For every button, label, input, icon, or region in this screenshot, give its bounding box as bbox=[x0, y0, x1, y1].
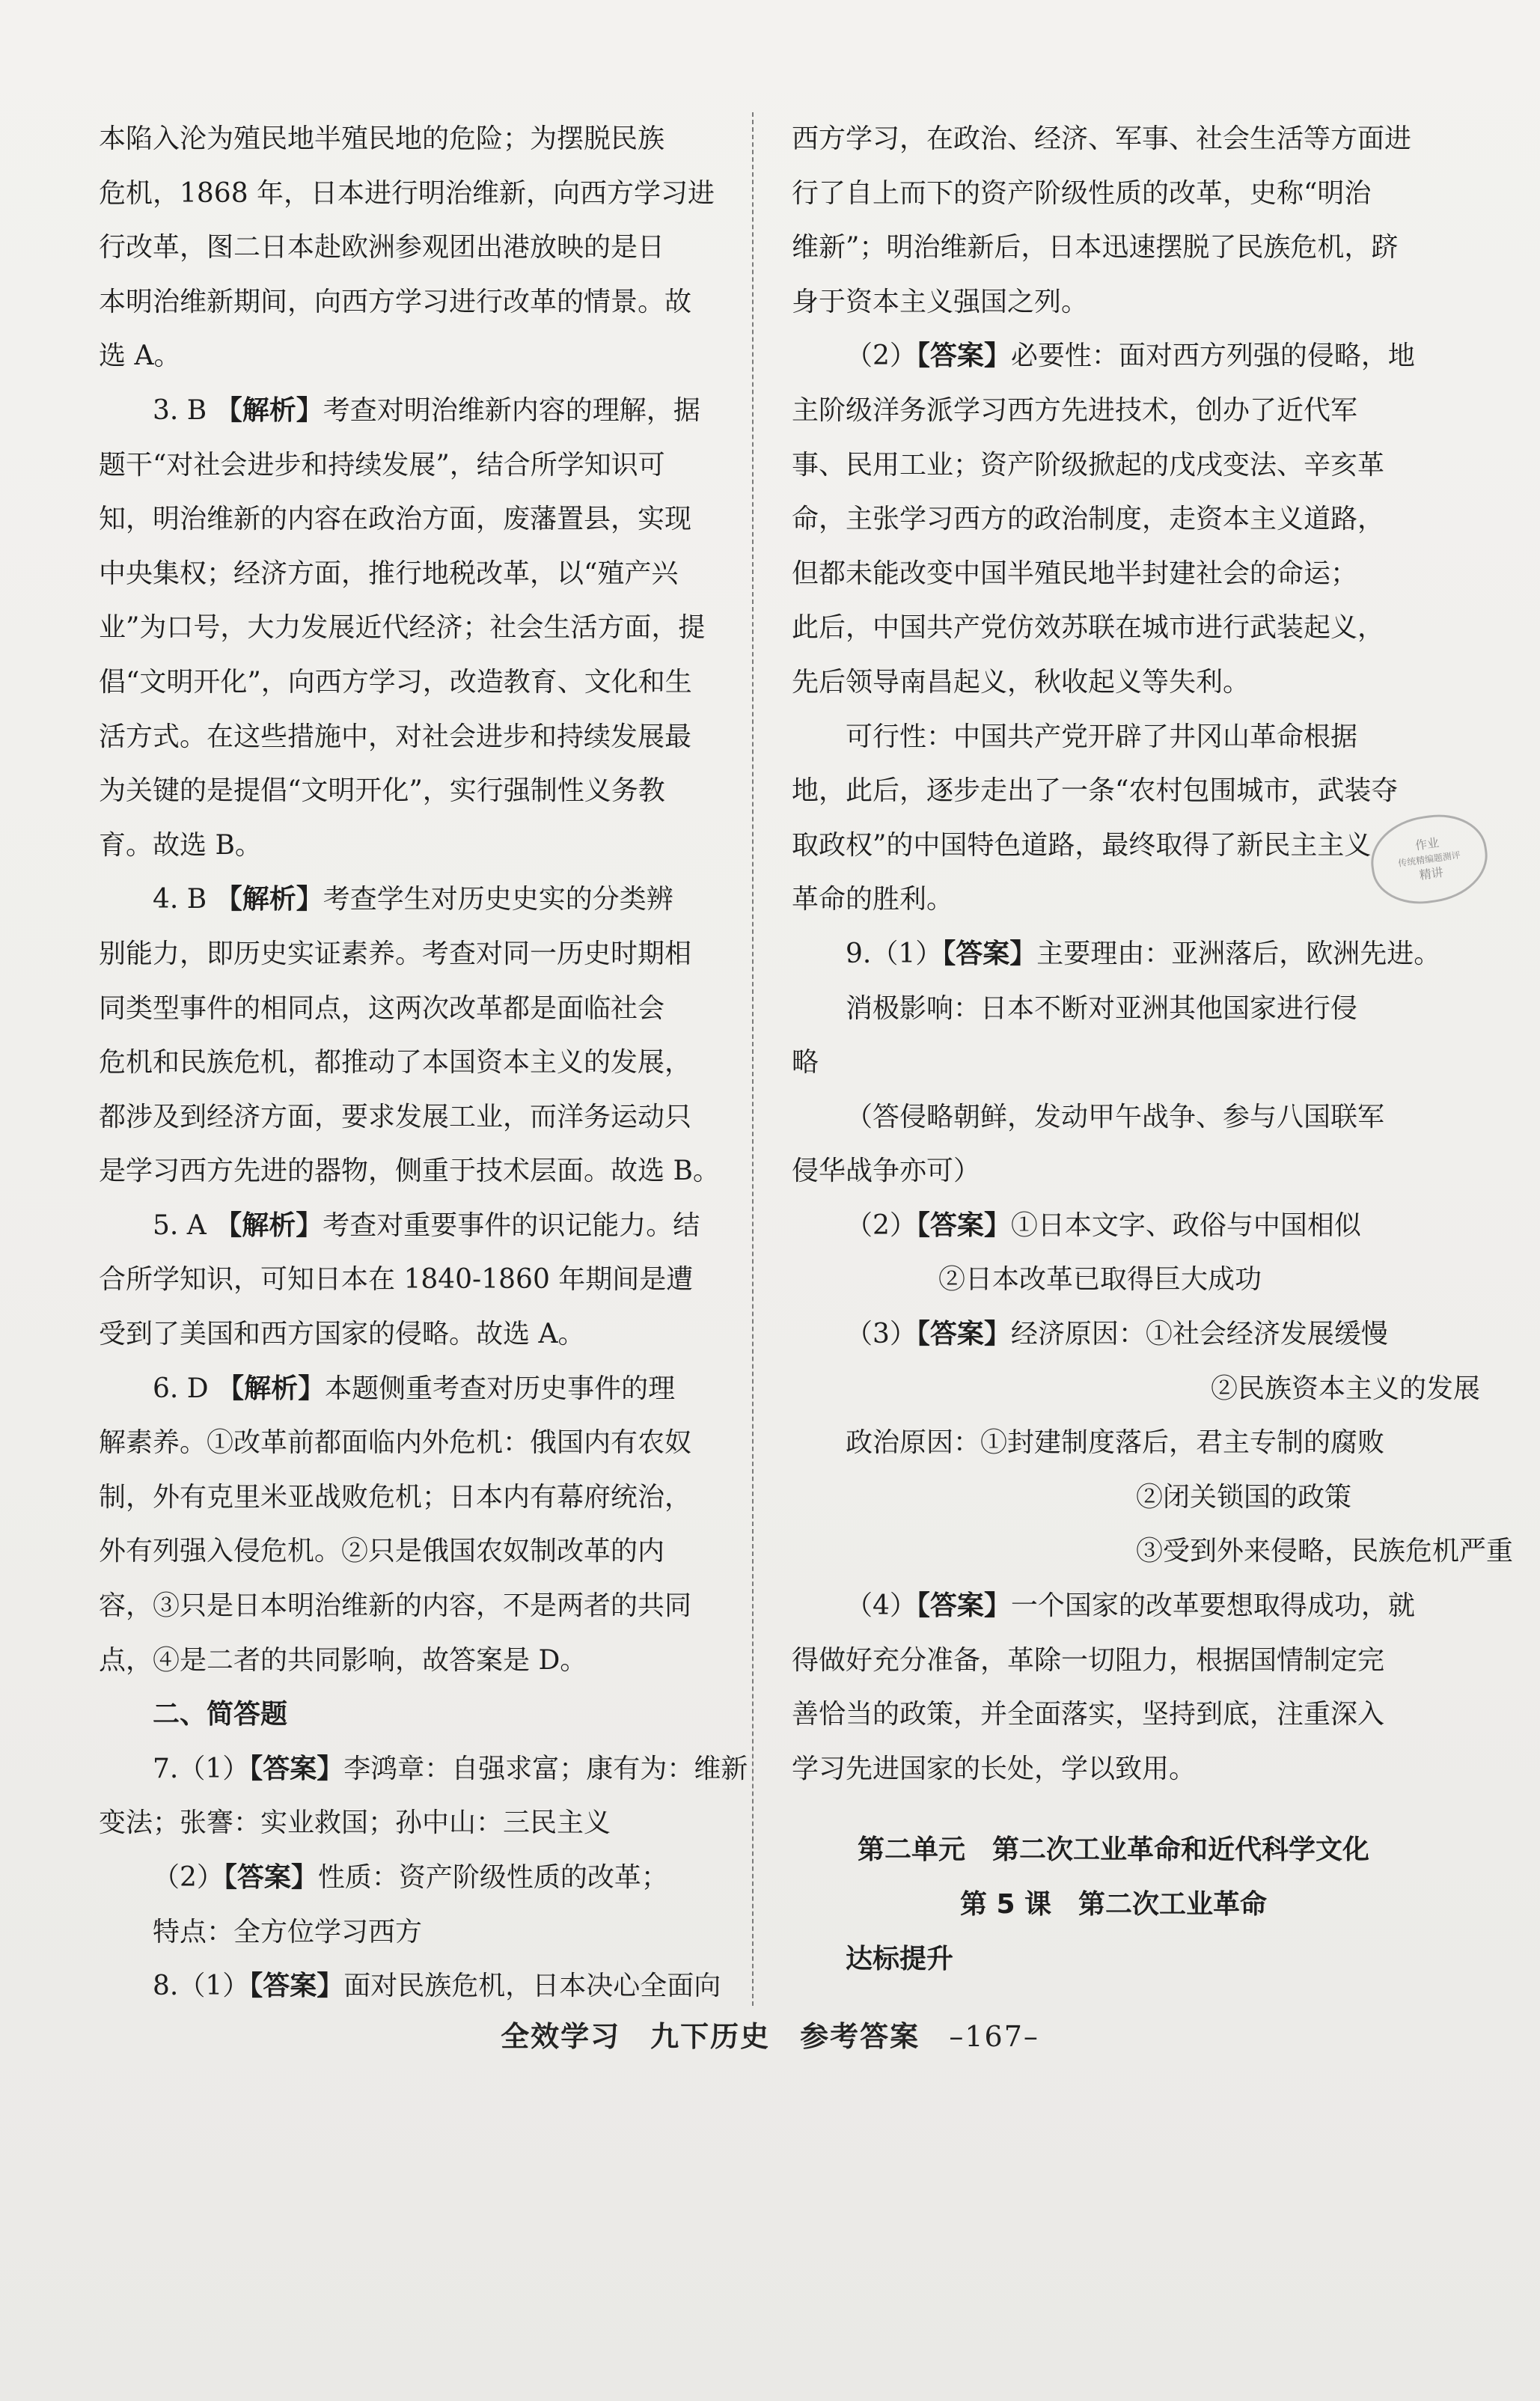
text-line: 特点：全方位学习西方 bbox=[153, 1916, 423, 1947]
text-segment: （3） bbox=[846, 1319, 917, 1350]
text-line: ②日本改革已取得巨大成功 bbox=[938, 1264, 1262, 1296]
text-line: 本明治维新期间，向西方学习进行改革的情景。故 bbox=[99, 286, 692, 317]
text-line: 善恰当的政策，并全面落实，坚持到底，注重深入 bbox=[792, 1699, 1385, 1730]
text-segment: 李鸿章：自强求富；康有为：维新 bbox=[343, 1753, 748, 1784]
text-segment: （2） bbox=[153, 1862, 224, 1893]
text-line: 同类型事件的相同点，这两次改革都是面临社会 bbox=[99, 992, 665, 1024]
bold-label: 二、简答题 bbox=[153, 1699, 288, 1730]
text-line bbox=[792, 329, 1435, 384]
text-segment: 考查对明治维新内容的理解，据 bbox=[323, 394, 700, 426]
text-line bbox=[792, 1308, 1435, 1362]
text-line: 知，明治维新的内容在政治方面，废藩置县，实现 bbox=[99, 504, 692, 535]
bold-label: 【答案】 bbox=[916, 1590, 1011, 1622]
text-line bbox=[99, 1959, 735, 2014]
text-line: 题干“对社会进步和持续发展”，结合所学知识可 bbox=[99, 449, 665, 480]
bold-label: 【答案】 bbox=[249, 1971, 344, 2002]
unit-title: 第二单元 第二次工业革命和近代科学文化 bbox=[857, 1834, 1369, 1866]
text-line: 政治原因：①封建制度落后，君主专制的腐败 bbox=[846, 1427, 1385, 1459]
text-line: 侵华战争亦可） bbox=[792, 1156, 981, 1187]
text-line bbox=[792, 1199, 1435, 1254]
text-line: （答侵略朝鲜，发动甲午战争、参与八国联军 bbox=[846, 1101, 1385, 1132]
stamp-line-1: 作业 bbox=[1414, 835, 1440, 853]
bold-label: 【答案】 bbox=[249, 1753, 344, 1784]
text-segment: 一个国家的改革要想取得成功，就 bbox=[1010, 1590, 1415, 1622]
bold-label: 【答案】 bbox=[223, 1862, 318, 1893]
text-line: 点，④是二者的共同影响，故答案是 D。 bbox=[99, 1644, 587, 1676]
text-line: 本陷入沦为殖民地半殖民地的危险；为摆脱民族 bbox=[99, 123, 665, 154]
text-line: 略 bbox=[792, 1047, 819, 1079]
stamp-line-3: 精讲 bbox=[1418, 864, 1444, 882]
text-line bbox=[99, 384, 735, 439]
text-line: 危机，1868 年，日本进行明治维新，向西方学习进 bbox=[99, 177, 715, 209]
text-line: 是学习西方先进的器物，侧重于技术层面。故选 B。 bbox=[99, 1156, 720, 1187]
text-segment: 6. D bbox=[153, 1373, 218, 1404]
lesson-title: 第 5 课 第二次工业革命 bbox=[959, 1889, 1268, 1920]
column-divider bbox=[752, 112, 754, 2006]
text-line: 外有列强入侵危机。②只是俄国农奴制改革的内 bbox=[99, 1536, 665, 1567]
text-segment: 必要性：面对西方列强的侵略，地 bbox=[1010, 341, 1415, 372]
text-line: 别能力，即历史实证素养。考查对同一历史时期相 bbox=[99, 938, 692, 969]
text-segment: 考查对重要事件的识记能力。结 bbox=[323, 1209, 700, 1241]
text-line: 但都未能改变中国半殖民地半封建社会的命运； bbox=[792, 558, 1358, 589]
text-segment: 考查学生对历史史实的分类辨 bbox=[323, 884, 673, 915]
text-line: 可行性：中国共产党开辟了井冈山革命根据 bbox=[846, 721, 1358, 752]
bold-label: 【解析】 bbox=[215, 1209, 323, 1241]
bold-label: 【答案】 bbox=[942, 938, 1037, 969]
text-segment: 7.（1） bbox=[153, 1753, 250, 1784]
text-line: 中央集权；经济方面，推行地税改革，以“殖产兴 bbox=[99, 558, 679, 589]
text-line: 事、民用工业；资产阶级掀起的戊戌变法、辛亥革 bbox=[792, 449, 1385, 480]
text-segment: 9.（1） bbox=[846, 938, 943, 969]
text-segment: （2） bbox=[846, 341, 917, 372]
text-line: 都涉及到经济方面，要求发展工业，而洋务运动只 bbox=[99, 1101, 692, 1132]
text-segment: 性质：资产阶级性质的改革； bbox=[317, 1862, 668, 1893]
text-line bbox=[792, 927, 1441, 982]
text-line: 变法；张謇：实业救国；孙中山：三民主义 bbox=[99, 1807, 611, 1839]
text-line: 地，此后，逐步走出了一条“农村包围城市，武装夺 bbox=[792, 775, 1399, 807]
text-line: 学习先进国家的长处，学以致用。 bbox=[792, 1753, 1197, 1784]
footer-title: 全效学习 九下历史 参考答案 bbox=[501, 2020, 920, 2053]
text-line: 倡“文明开化”，向西方学习，改造教育、文化和生 bbox=[99, 666, 692, 698]
text-line: 得做好充分准备，革除一切阻力，根据国情制定完 bbox=[792, 1644, 1385, 1676]
text-segment: 主要理由：亚洲落后，欧洲先进。 bbox=[1036, 938, 1441, 969]
text-line bbox=[99, 1362, 735, 1417]
bold-label: 【答案】 bbox=[916, 341, 1011, 372]
bold-label: 【解析】 bbox=[215, 884, 323, 915]
text-line: 取政权”的中国特色道路，最终取得了新民主主义 bbox=[792, 829, 1372, 861]
text-segment: 经济原因：①社会经济发展缓慢 bbox=[1010, 1319, 1388, 1350]
text-line: 维新”；明治维新后，日本迅速摆脱了民族危机，跻 bbox=[792, 232, 1399, 263]
page-footer bbox=[0, 2013, 1540, 2054]
text-segment: 3. B bbox=[153, 394, 216, 426]
text-line: 受到了美国和西方国家的侵略。故选 A。 bbox=[99, 1319, 585, 1350]
text-segment: （4） bbox=[846, 1590, 917, 1622]
text-line: 业”为口号，大力发展近代经济；社会生活方面，提 bbox=[99, 612, 706, 644]
text-line: 主阶级洋务派学习西方先进技术，创办了近代军 bbox=[792, 394, 1358, 426]
text-line: ②民族资本主义的发展 bbox=[1211, 1373, 1481, 1404]
text-line: ②闭关锁国的政策 bbox=[1136, 1481, 1352, 1513]
text-line bbox=[99, 1742, 748, 1797]
text-line: 为关键的是提倡“文明开化”，实行强制性义务教 bbox=[99, 775, 665, 807]
text-line: ③受到外来侵略，民族危机严重 bbox=[1136, 1536, 1514, 1567]
text-segment: 面对民族危机，日本决心全面向 bbox=[343, 1971, 721, 2002]
text-line: 危机和民族危机，都推动了本国资本主义的发展， bbox=[99, 1047, 692, 1079]
text-line: 活方式。在这些措施中，对社会进步和持续发展最 bbox=[99, 721, 692, 752]
text-line bbox=[99, 873, 735, 927]
text-line bbox=[792, 1579, 1435, 1634]
text-line: 革命的胜利。 bbox=[792, 884, 954, 915]
text-line: 行了自上而下的资产阶级性质的改革，史称“明治 bbox=[792, 177, 1372, 209]
spacer bbox=[792, 1796, 1435, 1823]
text-segment: 本题侧重考查对历史事件的理 bbox=[325, 1373, 676, 1404]
text-segment: 8.（1） bbox=[153, 1971, 250, 2002]
text-line: 命，主张学习西方的政治制度，走资本主义道路， bbox=[792, 504, 1385, 535]
text-segment: ①日本文字、政俗与中国相似 bbox=[1010, 1209, 1361, 1241]
text-line: 合所学知识，可知日本在 1840-1860 年期间是遭 bbox=[99, 1264, 694, 1296]
bold-label: 【解析】 bbox=[217, 1373, 326, 1404]
text-line: 容，③只是日本明治维新的内容，不是两者的共同 bbox=[99, 1590, 692, 1622]
bold-label: 【解析】 bbox=[215, 394, 323, 426]
text-line bbox=[99, 1851, 735, 1906]
text-line: 行改革，图二日本赴欧洲参观团出港放映的是日 bbox=[99, 232, 665, 263]
page-number: –167– bbox=[949, 2020, 1039, 2053]
text-line: 先后领导南昌起义，秋收起义等失利。 bbox=[792, 666, 1250, 698]
text-line: 身于资本主义强国之列。 bbox=[792, 286, 1089, 317]
bold-label: 【答案】 bbox=[916, 1209, 1011, 1241]
text-line: 解素养。①改革前都面临内外危机：俄国内有农奴 bbox=[99, 1427, 692, 1459]
text-line bbox=[99, 1688, 735, 1742]
text-line bbox=[99, 1199, 735, 1254]
text-line: 选 A。 bbox=[99, 341, 181, 372]
text-segment: 5. A bbox=[153, 1209, 216, 1241]
text-line: 西方学习，在政治、经济、军事、社会生活等方面进 bbox=[792, 123, 1412, 154]
left-column bbox=[99, 112, 748, 2014]
text-line: 消极影响：日本不断对亚洲其他国家进行侵 bbox=[846, 992, 1358, 1024]
stamp-line-2: 传统精编题测评 bbox=[1397, 849, 1461, 869]
bold-label: 【答案】 bbox=[916, 1319, 1011, 1350]
right-column bbox=[792, 112, 1514, 1986]
subsection-heading: 达标提升 bbox=[846, 1943, 954, 1974]
text-line: 此后，中国共产党仿效苏联在城市进行武装起义， bbox=[792, 612, 1385, 644]
text-line: 育。故选 B。 bbox=[99, 829, 262, 861]
text-segment: 4. B bbox=[153, 884, 216, 915]
text-segment: （2） bbox=[846, 1209, 917, 1241]
text-line: 制，外有克里米亚战败危机；日本内有幕府统治， bbox=[99, 1481, 692, 1513]
